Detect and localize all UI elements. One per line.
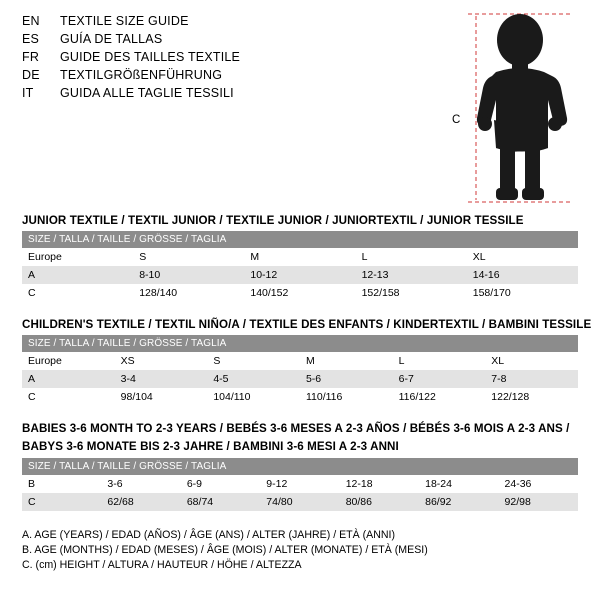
- cell: 14-16: [467, 266, 578, 284]
- header-row: [22, 32, 442, 50]
- silhouette-right-foot: [522, 188, 544, 200]
- row-label: C: [22, 388, 115, 406]
- language-code: IT: [22, 86, 34, 100]
- cell: 12-13: [356, 266, 467, 284]
- cell: 12-18: [340, 475, 419, 493]
- height-measure-label: C: [452, 114, 461, 126]
- language-title: TEXTILE SIZE GUIDE: [60, 14, 189, 28]
- cell: L: [393, 352, 486, 370]
- silhouette-svg: [452, 8, 592, 208]
- language-title: GUIDA ALLE TAGLIE TESSILI: [60, 86, 234, 100]
- silhouette-left-hand: [478, 117, 492, 131]
- language-code: ES: [22, 32, 40, 46]
- table-header-label: SIZE / TALLA / TAILLE / GRÖSSE / TAGLIA: [22, 335, 578, 352]
- cell: 80/86: [340, 493, 419, 511]
- cell: 6-7: [393, 370, 486, 388]
- cell: 8-10: [133, 266, 244, 284]
- section-junior-textile: [22, 214, 578, 302]
- table-row: [22, 266, 578, 284]
- silhouette-right-leg: [525, 148, 540, 190]
- row-label: B: [22, 475, 101, 493]
- header-row: [22, 68, 442, 86]
- row-label: A: [22, 266, 133, 284]
- table-row: [22, 493, 578, 511]
- cell: 4-5: [207, 370, 300, 388]
- children-size-table: [22, 335, 578, 406]
- section-babies-textile: [22, 422, 578, 511]
- cell: 104/110: [207, 388, 300, 406]
- row-label: A: [22, 370, 115, 388]
- cell: M: [300, 352, 393, 370]
- cell: XL: [467, 248, 578, 266]
- legend-line-a: A. AGE (YEARS) / EDAD (AÑOS) / ÂGE (ANS) / ALTER (JAHRE) / ETÀ (ANNI): [22, 529, 395, 541]
- row-label: C: [22, 284, 133, 302]
- cell: S: [207, 352, 300, 370]
- table-row: [22, 388, 578, 406]
- language-title: TEXTILGRÖßENFÜHRUNG: [60, 68, 223, 82]
- cell: 122/128: [485, 388, 578, 406]
- section-children-textile: [22, 318, 592, 406]
- cell: 86/92: [419, 493, 498, 511]
- table-row: [22, 284, 578, 302]
- cell: 74/80: [260, 493, 339, 511]
- section-title: BABIES 3-6 MONTH TO 2-3 YEARS / BEBÉS 3-6 MESES A 2-3 AÑOS / BÉBÉS 3-6 MOIS A 2-3 ANS /: [22, 422, 570, 435]
- junior-size-table: [22, 231, 578, 302]
- cell: 152/158: [356, 284, 467, 302]
- child-silhouette-figure: [452, 8, 592, 208]
- cell: 5-6: [300, 370, 393, 388]
- table-header-row: [22, 335, 578, 352]
- table-header-label: SIZE / TALLA / TAILLE / GRÖSSE / TAGLIA: [22, 458, 578, 475]
- section-title: JUNIOR TEXTILE / TEXTIL JUNIOR / TEXTILE JUNIOR / JUNIORTEXTIL / JUNIOR TESSILE: [22, 214, 524, 227]
- table-row: [22, 352, 578, 370]
- table-header-row: [22, 458, 578, 475]
- cell: XS: [115, 352, 208, 370]
- row-label: Europe: [22, 248, 133, 266]
- row-label: C: [22, 493, 101, 511]
- table-row: [22, 370, 578, 388]
- silhouette-shorts: [494, 120, 548, 152]
- cell: 92/98: [499, 493, 578, 511]
- header-row: [22, 86, 442, 104]
- cell: 10-12: [244, 266, 355, 284]
- table-header-row: [22, 231, 578, 248]
- language-title: GUÍA DE TALLAS: [60, 32, 163, 46]
- cell: 68/74: [181, 493, 260, 511]
- language-code: EN: [22, 14, 40, 28]
- legend-line-c: C. (cm) HEIGHT / ALTURA / HAUTEUR / HÖHE / ALTEZZA: [22, 559, 302, 571]
- cell: 116/122: [393, 388, 486, 406]
- language-code: DE: [22, 68, 40, 82]
- section-title: CHILDREN'S TEXTILE / TEXTIL NIÑO/A / TEXTILE DES ENFANTS / KINDERTEXTIL / BAMBINI TESSILE: [22, 318, 592, 331]
- cell: S: [133, 248, 244, 266]
- cell: 3-6: [101, 475, 180, 493]
- table-row: [22, 248, 578, 266]
- section-title-line2: BABYS 3-6 MONATE BIS 2-3 JAHRE / BAMBINI 3-6 MESI A 2-3 ANNI: [22, 440, 399, 453]
- silhouette-left-leg: [500, 148, 515, 190]
- silhouette-head: [497, 14, 543, 66]
- cell: 6-9: [181, 475, 260, 493]
- cell: 24-36: [499, 475, 578, 493]
- header-row: [22, 50, 442, 68]
- silhouette-left-foot: [496, 188, 518, 200]
- cell: 7-8: [485, 370, 578, 388]
- cell: L: [356, 248, 467, 266]
- table-row: [22, 475, 578, 493]
- cell: 9-12: [260, 475, 339, 493]
- legend-line-b: B. AGE (MONTHS) / EDAD (MESES) / ÂGE (MOIS) / ALTER (MONATE) / ETÀ (MESI): [22, 544, 428, 556]
- measurement-legend: [22, 528, 578, 573]
- language-title: GUIDE DES TAILLES TEXTILE: [60, 50, 241, 64]
- cell: 18-24: [419, 475, 498, 493]
- cell: M: [244, 248, 355, 266]
- cell: 62/68: [101, 493, 180, 511]
- cell: 140/152: [244, 284, 355, 302]
- table-header-label: SIZE / TALLA / TAILLE / GRÖSSE / TAGLIA: [22, 231, 578, 248]
- silhouette-right-hand: [548, 117, 562, 131]
- language-code: FR: [22, 50, 40, 64]
- cell: 110/116: [300, 388, 393, 406]
- row-label: Europe: [22, 352, 115, 370]
- cell: 128/140: [133, 284, 244, 302]
- cell: XL: [485, 352, 578, 370]
- cell: 158/170: [467, 284, 578, 302]
- babies-size-table: [22, 458, 578, 511]
- header-row: [22, 14, 442, 32]
- cell: 3-4: [115, 370, 208, 388]
- language-header: [22, 14, 442, 104]
- cell: 98/104: [115, 388, 208, 406]
